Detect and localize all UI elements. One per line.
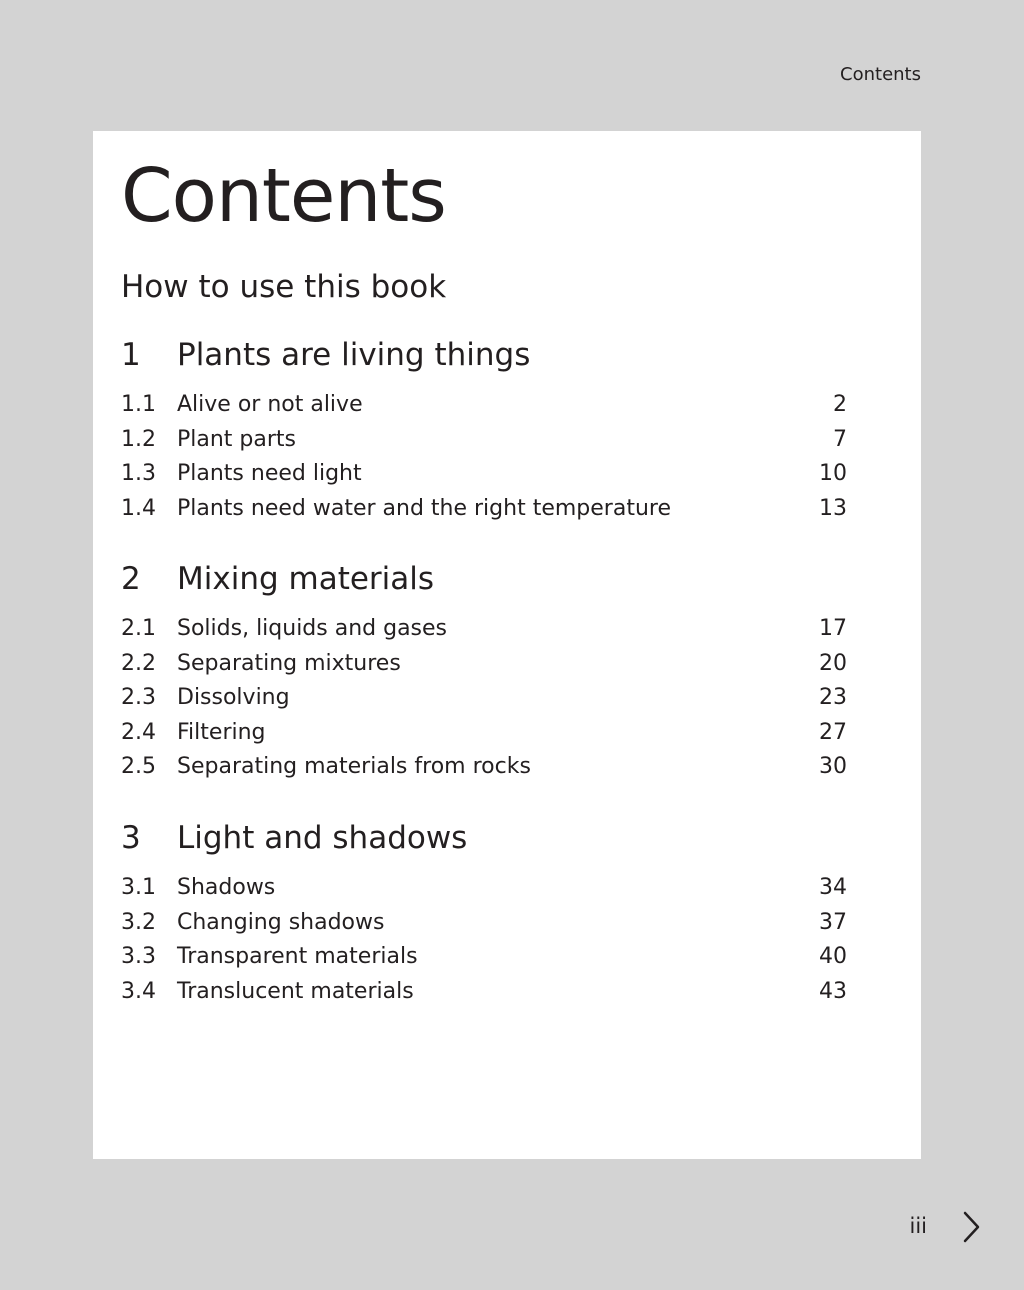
contents-panel xyxy=(93,131,921,1159)
chapter-3 xyxy=(121,815,847,1009)
entry-number: 3.3 xyxy=(121,944,156,969)
entry-number: 3.4 xyxy=(121,978,156,1004)
entry-page: 7 xyxy=(833,426,847,452)
toc-entry[interactable] xyxy=(121,681,847,716)
running-header: Contents xyxy=(840,64,921,85)
entry-title: Plants need water and the right temperature xyxy=(177,495,671,521)
entry-number: 2.2 xyxy=(121,650,156,676)
entry-page: 43 xyxy=(819,978,847,1004)
entry-title: Alive or not alive xyxy=(177,392,363,417)
entry-title: Filtering xyxy=(177,719,266,745)
chevron-right-icon xyxy=(959,1210,983,1244)
entry-number: 1.2 xyxy=(121,426,156,452)
chapter-2 xyxy=(121,556,847,785)
entry-page: 27 xyxy=(819,719,847,745)
entry-number: 1.3 xyxy=(121,461,156,486)
entry-title: Translucent materials xyxy=(177,978,414,1004)
chapter-heading[interactable] xyxy=(121,815,847,861)
entry-title: Plant parts xyxy=(177,426,297,452)
toc-entry[interactable] xyxy=(121,492,847,527)
entry-page: 37 xyxy=(819,909,847,935)
toc-entry[interactable] xyxy=(121,871,847,906)
entry-page: 23 xyxy=(819,685,847,710)
page-number: iii xyxy=(909,1214,927,1238)
toc-entry[interactable] xyxy=(121,906,847,941)
chapter-title: Mixing materials xyxy=(177,561,435,597)
chapter-number: 3 xyxy=(121,820,141,856)
entry-title: Changing shadows xyxy=(177,909,385,935)
entry-title: Dissolving xyxy=(177,685,290,710)
entry-title: Separating materials from rocks xyxy=(177,754,531,779)
toc-entry[interactable] xyxy=(121,612,847,647)
toc-entry[interactable] xyxy=(121,750,847,785)
entry-number: 2.5 xyxy=(121,754,156,779)
entry-title: Shadows xyxy=(177,875,276,900)
chapter-number: 1 xyxy=(121,337,141,373)
toc-entry[interactable] xyxy=(121,388,847,423)
entry-page: 20 xyxy=(819,650,847,676)
entry-title: Plants need light xyxy=(177,461,362,486)
entry-number: 2.1 xyxy=(121,616,156,641)
entry-page: 17 xyxy=(819,616,847,641)
chapter-title: Plants are living things xyxy=(177,337,531,373)
entry-title: Transparent materials xyxy=(177,944,418,969)
toc-entry[interactable] xyxy=(121,423,847,458)
entry-number: 2.4 xyxy=(121,719,156,745)
entry-number: 2.3 xyxy=(121,685,156,710)
chapter-heading[interactable] xyxy=(121,332,847,378)
toc-entry[interactable] xyxy=(121,975,847,1010)
entry-page: 40 xyxy=(819,944,847,969)
entry-number: 3.2 xyxy=(121,909,156,935)
entry-page: 34 xyxy=(819,875,847,900)
chapter-1 xyxy=(121,332,847,526)
entry-page: 2 xyxy=(833,392,847,417)
next-page-button[interactable] xyxy=(959,1210,983,1244)
chapter-heading[interactable] xyxy=(121,556,847,602)
entry-number: 1.4 xyxy=(121,495,156,521)
chapter-number: 2 xyxy=(121,561,141,597)
toc-entry[interactable] xyxy=(121,716,847,751)
toc-entry[interactable] xyxy=(121,647,847,682)
entry-page: 30 xyxy=(819,754,847,779)
page-title: Contents xyxy=(121,153,446,239)
entry-title: Solids, liquids and gases xyxy=(177,616,448,641)
how-to-use-link[interactable]: How to use this book xyxy=(121,269,447,305)
toc-entry[interactable] xyxy=(121,457,847,492)
entry-number: 3.1 xyxy=(121,875,156,900)
toc-entry[interactable] xyxy=(121,940,847,975)
entry-number: 1.1 xyxy=(121,392,156,417)
entry-page: 13 xyxy=(819,495,847,521)
entry-page: 10 xyxy=(819,461,847,486)
entry-title: Separating mixtures xyxy=(177,650,401,676)
chapter-title: Light and shadows xyxy=(177,820,468,856)
